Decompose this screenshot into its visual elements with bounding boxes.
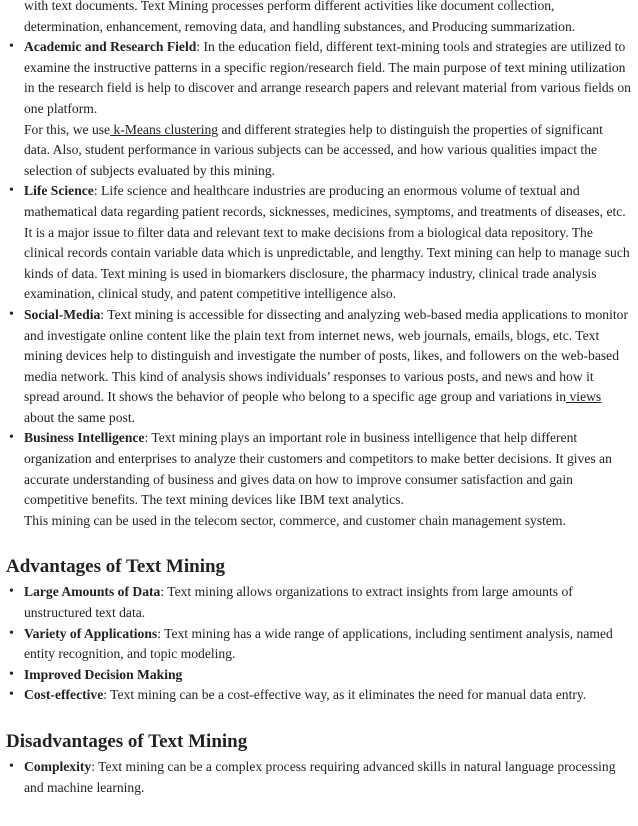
para-text: For this, we use: [24, 121, 111, 137]
disadvantages-heading: Disadvantages of Text Mining: [6, 731, 248, 752]
list-item-academic: [24, 37, 632, 181]
item-text: : In the education field, different text-mining tools and strategies are utilized to examine the instructive patterns in a specific region/research field. The main purpose of text mining utilization in the research field is help to discover and arrange research papers and relevant material from various fields on one platform.: [24, 39, 631, 116]
item-text: : Text mining is accessible for dissecting and analyzing web-based media applications to monitor and investigate online content like the plain text from internet news, web journals, emails, blogs, etc. Text mining devices help to distinguish and investigate the number of posts, likes, and followers on the web-based media network. This kind of analysis shows individuals’ responses to various posts, and news and how it spread around. It shows the behavior of people who belong to a specific age group and variations in: [24, 306, 628, 405]
list-item-decision-making: [24, 665, 632, 686]
list-item-large-amounts: [24, 582, 632, 623]
list-item-variety: [24, 624, 632, 665]
item-text: : Text mining can be a cost-effective way, as it eliminates the need for manual data entry.: [103, 687, 587, 703]
item-paragraph: This mining can be used in the telecom sector, commerce, and customer chain management system.: [24, 512, 566, 528]
list-item-cost-effective: [24, 685, 632, 706]
item-title: Improved Decision Making: [24, 666, 183, 682]
item-text: : Text mining has a wide range of applications, including sentiment analysis, named entity recognition, and topic modeling.: [24, 625, 613, 662]
item-title: Cost-effective: [24, 687, 104, 703]
list-item-complexity: [24, 757, 632, 798]
list-item-life-science: [24, 181, 632, 305]
para-text: and different strategies help to distinguish the properties of significant data. Also, student performance in various subjects can be accessed, and how various qualities impact the selection of subjects evaluated by this mining.: [24, 121, 603, 178]
item-paragraph: [24, 120, 632, 182]
list-item-business-intelligence: [24, 428, 632, 531]
advantages-heading: Advantages of Text Mining: [6, 556, 226, 578]
list-item-intro-continuation: [24, 0, 632, 37]
item-title: Life Science: [24, 183, 94, 199]
item-title: Social-Media: [24, 306, 101, 322]
disadvantages-list: [6, 757, 632, 798]
applications-list: [6, 0, 632, 531]
item-text: : Text mining allows organizations to extract insights from large amounts of unstructured text data.: [24, 584, 573, 621]
item-title: Business Intelligence: [24, 430, 145, 446]
list-item-social-media: [24, 305, 632, 429]
item-title: Large Amounts of Data: [24, 584, 161, 600]
kmeans-clustering-link[interactable]: k-Means clustering: [110, 121, 219, 137]
item-title: Variety of Applications: [24, 625, 158, 641]
item-title: Complexity: [24, 759, 92, 774]
item-text: : Life science and healthcare industries are producing an enormous volume of textual and mathematical data regarding patient records, sicknesses, medicines, symptoms, and treatments of diseases, etc. It is a major issue to filter data and relevant text to make decisions from a biological data repository. The clinical records contain variable data which is unpredictable, and lengthy. Text mining can help to manage such kinds of data. Text mining is used in biomarkers disclosure, the pharmacy industry, clinical trade analysis examination, clinical study, and patent competitive intelligence also.: [24, 183, 630, 302]
intro-text: with text documents. Text Mining processes perform different activities like document collection, determination, enhancement, removing data, and handling substances, and Producing summarization.: [24, 0, 576, 34]
advantages-list: [6, 582, 632, 706]
views-link[interactable]: views: [566, 389, 602, 405]
item-text: : Text mining can be a complex process requiring advanced skills in natural language processing and machine learning.: [24, 759, 616, 795]
item-text: about the same post.: [24, 409, 135, 425]
item-text: : Text mining plays an important role in business intelligence that help different organization and enterprises to analyze their customers and competitors to make better decisions. It gives an accurate understanding of business and gives data on how to improve consumer satisfaction and gain competitive benefits. The text mining devices like IBM text analytics.: [24, 430, 612, 508]
item-title: Academic and Research Field: [24, 39, 197, 55]
